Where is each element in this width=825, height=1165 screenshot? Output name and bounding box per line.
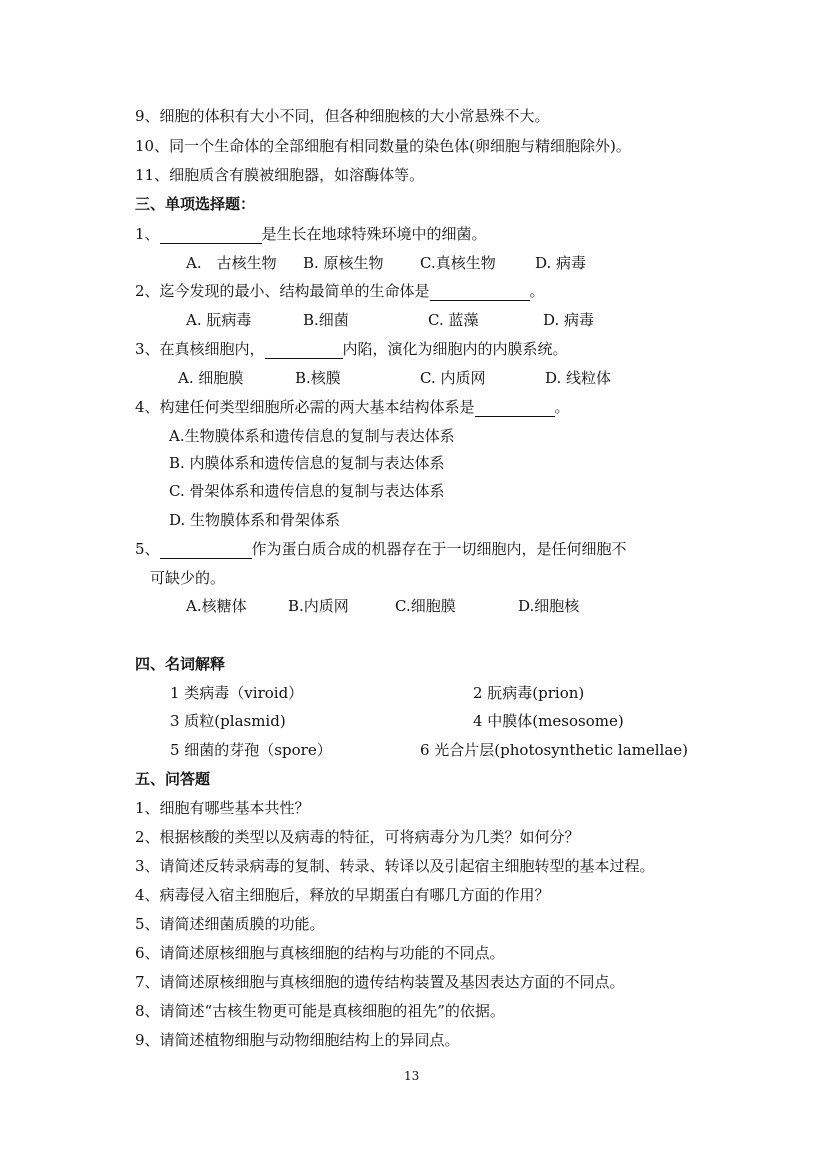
q1-option-b: B. 原核生物: [303, 254, 384, 272]
section-3-title: 三、单项选择题：: [135, 195, 256, 213]
section-4-title: 四、名词解释: [135, 655, 226, 673]
q3-option-b: B.核膜: [295, 369, 341, 387]
essay-question-2: 2、根据核酸的类型以及病毒的特征，可将病毒分为几类？如何分？: [135, 828, 580, 846]
question-3: [135, 339, 568, 359]
q1-option-c: C.真核生物: [420, 254, 496, 272]
question-1-text: 是生长在地球特殊环境中的细菌。: [261, 225, 487, 243]
question-2: [135, 281, 545, 301]
answer-blank-5: [160, 541, 252, 559]
q4-option-b: B. 内膜体系和遗传信息的复制与表达体系: [169, 454, 445, 472]
essay-question-9: 9、请简述植物细胞与动物细胞结构上的异同点。: [135, 1031, 460, 1049]
q2-option-b: B.细菌: [303, 311, 349, 329]
answer-blank-2: [430, 283, 530, 301]
answer-blank-3: [265, 341, 343, 359]
essay-question-5: 5、请简述细菌质膜的功能。: [135, 915, 325, 933]
tf-item-11: 11、细胞质含有膜被细胞器，如溶酶体等。: [135, 166, 425, 184]
term-2: 2 朊病毒(prion): [473, 684, 585, 702]
term-1: 1 类病毒（viroid）: [170, 684, 304, 702]
essay-question-6: 6、请简述原核细胞与真核细胞的结构与功能的不同点。: [135, 944, 505, 962]
tf-item-10: 10、同一个生命体的全部细胞有相同数量的染色体(卵细胞与精细胞除外)。: [135, 137, 631, 155]
q5-option-b: B.内质网: [288, 597, 349, 615]
q4-option-d: D. 生物膜体系和骨架体系: [169, 511, 341, 529]
q2-option-d: D. 病毒: [543, 311, 595, 329]
question-4-prefix: 4、构建任何类型细胞所必需的两大基本结构体系是: [135, 398, 475, 416]
essay-question-3: 3、请简述反转录病毒的复制、转录、转译以及引起宿主细胞转型的基本过程。: [135, 857, 655, 875]
essay-question-7: 7、请简述原核细胞与真核细胞的遗传结构装置及基因表达方面的不同点。: [135, 973, 625, 991]
question-5: [135, 539, 627, 559]
term-3: 3 质粒(plasmid): [170, 712, 286, 730]
q3-option-c: C. 内质网: [420, 369, 486, 387]
question-4-suffix: 。: [554, 398, 570, 416]
question-2-prefix: 2、迄今发现的最小、结构最简单的生命体是: [135, 282, 430, 300]
term-6: 6 光合片层(photosynthetic lamellae): [420, 741, 689, 759]
question-1-prefix: 1、: [135, 225, 160, 243]
essay-question-1: 1、细胞有哪些基本共性？: [135, 799, 310, 817]
q4-option-a: A.生物膜体系和遗传信息的复制与表达体系: [169, 427, 455, 445]
question-5-continuation: 可缺少的。: [150, 569, 226, 587]
q5-option-c: C.细胞膜: [395, 597, 456, 615]
question-5-text: 作为蛋白质合成的机器存在于一切细胞内，是任何细胞不: [251, 540, 627, 558]
q2-option-a: A. 朊病毒: [186, 311, 252, 329]
answer-blank-4: [475, 399, 555, 417]
question-4: [135, 397, 570, 417]
question-3-prefix: 3、在真核细胞内，: [135, 340, 265, 358]
q3-option-d: D. 线粒体: [545, 369, 612, 387]
tf-item-9: 9、细胞的体积有大小不同，但各种细胞核的大小常悬殊不大。: [135, 107, 550, 125]
q2-option-c: C. 蓝藻: [428, 311, 479, 329]
question-2-suffix: 。: [529, 282, 545, 300]
term-4: 4 中膜体(mesosome): [473, 712, 624, 730]
q1-option-a: A. 古核生物: [186, 254, 277, 272]
essay-question-8: 8、请简述“古核生物更可能是真核细胞的祖先”的依据。: [135, 1002, 505, 1020]
q5-option-d: D.细胞核: [518, 597, 580, 615]
q4-option-c: C. 骨架体系和遗传信息的复制与表达体系: [169, 482, 445, 500]
q3-option-a: A. 细胞膜: [178, 369, 244, 387]
essay-question-4: 4、病毒侵入宿主细胞后，释放的早期蛋白有哪几方面的作用？: [135, 886, 550, 904]
answer-blank-1: [160, 226, 262, 244]
q1-option-d: D. 病毒: [535, 254, 587, 272]
question-5-prefix: 5、: [135, 540, 160, 558]
section-5-title: 五、问答题: [135, 770, 211, 788]
question-1: [135, 224, 487, 244]
page-number: 13: [404, 1069, 420, 1083]
term-5: 5 细菌的芽孢（spore）: [170, 741, 332, 759]
q5-option-a: A.核糖体: [186, 597, 247, 615]
question-3-suffix: 内陷，演化为细胞内的内膜系统。: [342, 340, 568, 358]
